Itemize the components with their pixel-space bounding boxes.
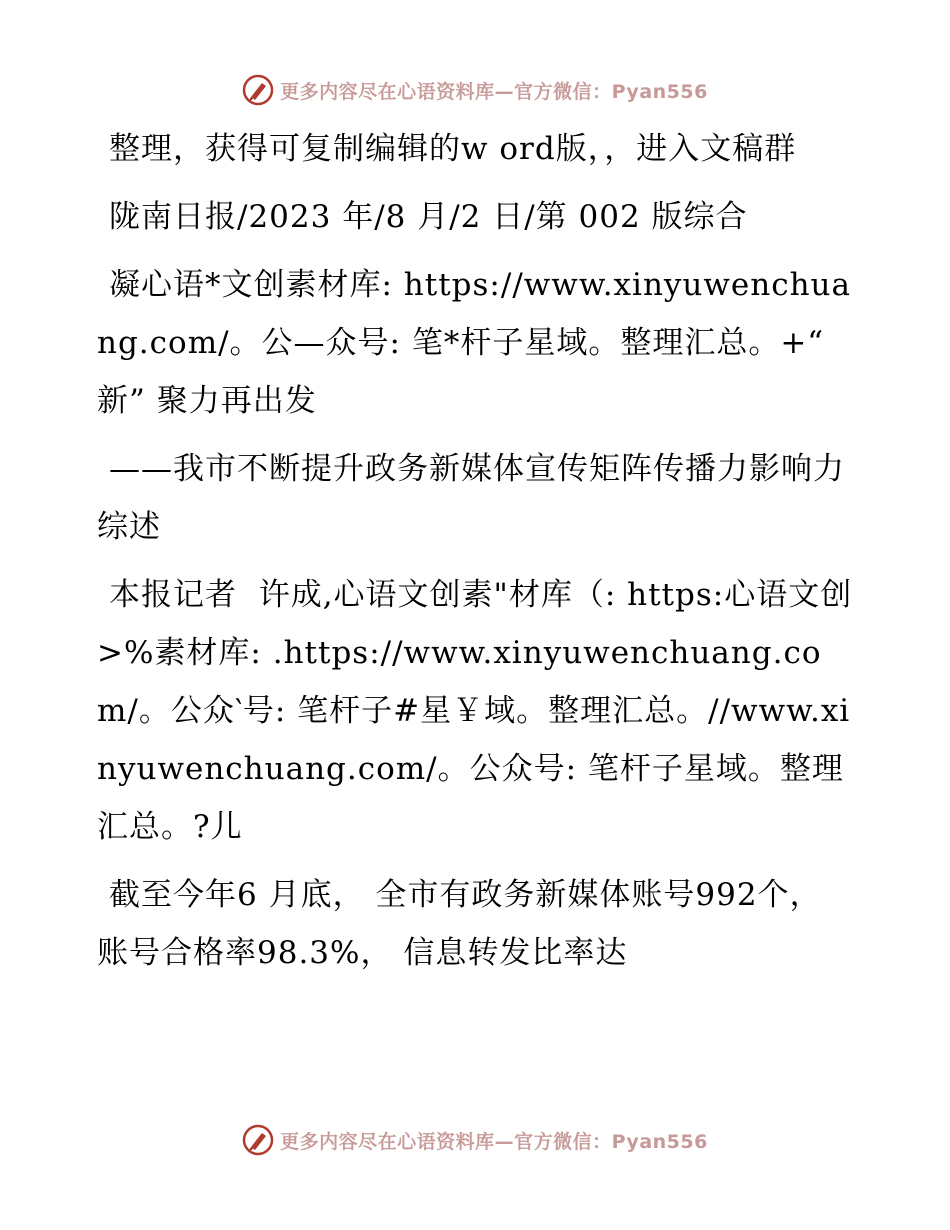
header-watermark: [0, 72, 950, 108]
paragraph-source: 陇南日报/2023 年/8 月/2 日/第 002 版综合: [109, 199, 748, 235]
document-body: [97, 120, 857, 992]
fountain-pen-logo-icon: [242, 74, 274, 106]
watermark-text: 更多内容尽在心语资料库—官方微信：Pyan556: [280, 1130, 708, 1153]
paragraph-headline: 凝心语*文创素材库: https://www.xinyuwenchuang.com/。公—众号: 笔*杆子星域。整理汇总。+“ 新” 聚力再出发: [97, 267, 852, 419]
fountain-pen-logo-icon: [242, 1124, 274, 1156]
paragraph-body: 截至今年6 月底， 全市有政务新媒体账号992个， 账号合格率98.3%， 信息转发比率达: [97, 877, 833, 971]
paragraph-subtitle: ——我市不断提升政务新媒体宣传矩阵传播力影响力综述: [97, 451, 845, 545]
paragraph-intro: 整理，获得可复制编辑的w ord版，，进入文稿群: [109, 131, 797, 167]
footer-watermark: [0, 1122, 950, 1158]
paragraph-byline: 本报记者 许成,心语文创素"材库（: https:心语文创>%素材库: .https://www.xinyuwenchuang.com/。公众‵号: 笔杆子#星￥域。整理汇总。//www.xinyuwenchuang.com/。公众号: 笔杆子星域。整理汇总。?儿: [97, 577, 853, 845]
watermark-text: 更多内容尽在心语资料库—官方微信：Pyan556: [280, 80, 708, 103]
